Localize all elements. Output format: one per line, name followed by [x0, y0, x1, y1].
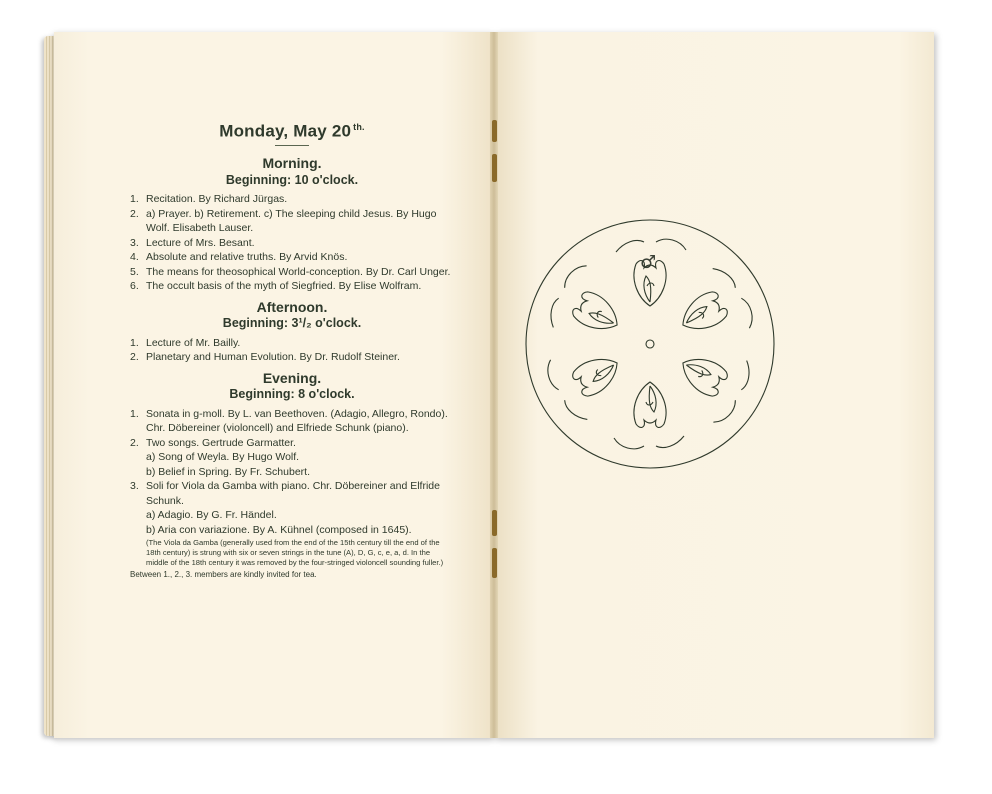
viola-da-gamba-note: (The Viola da Gamba (generally used from the end of the 15th century till the end of the 18th century) is strung with six or seven strings in the tune (A), D, G, c, e, a, d. In the middle of the 18th century it was removed by the four-stringed violoncell sounding fuller.): [146, 538, 444, 568]
item-text: Planetary and Human Evolution. By Dr. Rudolf Steiner.: [146, 351, 400, 364]
emblem-circle: [526, 220, 774, 468]
afternoon-time: Beginning: 3¹/₂ o'clock.: [222, 316, 362, 331]
afternoon-heading: Afternoon.: [256, 298, 328, 315]
sub-item: a) Adagio. By G. Fr. Händel.: [146, 509, 277, 522]
item-number: 1.: [130, 336, 139, 349]
evening-list: [130, 407, 454, 581]
title-divider: [275, 145, 309, 146]
item-number: 3.: [130, 480, 139, 493]
staple-top-2: [492, 154, 497, 182]
item-text: Absolute and relative truths. By Arvid Knös.: [146, 251, 348, 264]
item-number: 1.: [130, 407, 139, 420]
list-item: [130, 250, 454, 265]
staple-top-1: [492, 120, 497, 142]
item-text: Lecture of Mrs. Besant.: [146, 236, 255, 249]
title-superscript: th.: [353, 122, 365, 132]
six-dove-rosette-icon: [520, 214, 780, 474]
list-item: [130, 279, 454, 294]
morning-time: Beginning: 10 o'clock.: [225, 172, 359, 187]
item-text: Sonata in g-moll. By L. van Beethoven. (Adagio, Allegro, Rondo). Chr. Döbereiner (violoncell) and Elfriede Schunk (piano).: [146, 407, 448, 435]
evening-heading: Evening.: [262, 369, 322, 386]
staple-bottom-1: [492, 510, 497, 536]
list-item: [130, 479, 454, 508]
sub-item: b) Aria con variazione. By A. Kühnel (composed in 1645).: [146, 523, 412, 536]
item-number: 5.: [130, 265, 139, 278]
item-number: 2.: [130, 351, 139, 364]
list-item: [130, 336, 454, 351]
item-text: Lecture of Mr. Bailly.: [146, 336, 241, 349]
item-number: 1.: [130, 193, 139, 206]
list-item: [130, 236, 454, 251]
morning-heading: Morning.: [262, 155, 322, 172]
item-number: 6.: [130, 280, 139, 293]
afternoon-list: [130, 336, 454, 365]
sub-item: a) Song of Weyla. By Hugo Wolf.: [146, 451, 300, 464]
list-item: [130, 265, 454, 280]
item-number: 4.: [130, 251, 139, 264]
staple-bottom-2: [492, 548, 497, 578]
page-title: [130, 120, 454, 139]
item-text: Recitation. By Richard Jürgas.: [146, 193, 288, 206]
item-number: 2.: [130, 436, 139, 449]
list-item: [130, 407, 454, 436]
item-text: Soli for Viola da Gamba with piano. Chr. Döbereiner and Elfride Schunk.: [146, 480, 440, 507]
sub-item: b) Belief in Spring. By Fr. Schubert.: [146, 465, 310, 478]
list-item: [130, 350, 454, 365]
list-item: [130, 207, 454, 236]
title-text: Monday, May 20: [219, 121, 352, 141]
morning-list: [130, 192, 454, 294]
program-text: [130, 120, 454, 586]
mars-symbol-icon: ♂: [640, 252, 657, 273]
list-item: [130, 436, 454, 451]
item-number: 3.: [130, 236, 139, 249]
item-number: 2.: [130, 207, 139, 220]
evening-time: Beginning: 8 o'clock.: [229, 387, 355, 402]
open-booklet: [50, 32, 934, 738]
tea-note: Between 1., 2., 3. members are kindly invited for tea.: [130, 570, 317, 580]
item-text: Two songs. Gertrude Garmatter.: [146, 436, 296, 449]
item-text: The means for theosophical World-conception. By Dr. Carl Unger.: [146, 265, 451, 278]
list-item: [130, 192, 454, 207]
item-text: a) Prayer. b) Retirement. c) The sleeping child Jesus. By Hugo Wolf. Elisabeth Lauser.: [146, 207, 437, 235]
item-text: The occult basis of the myth of Siegfried. By Elise Wolfram.: [146, 280, 422, 293]
